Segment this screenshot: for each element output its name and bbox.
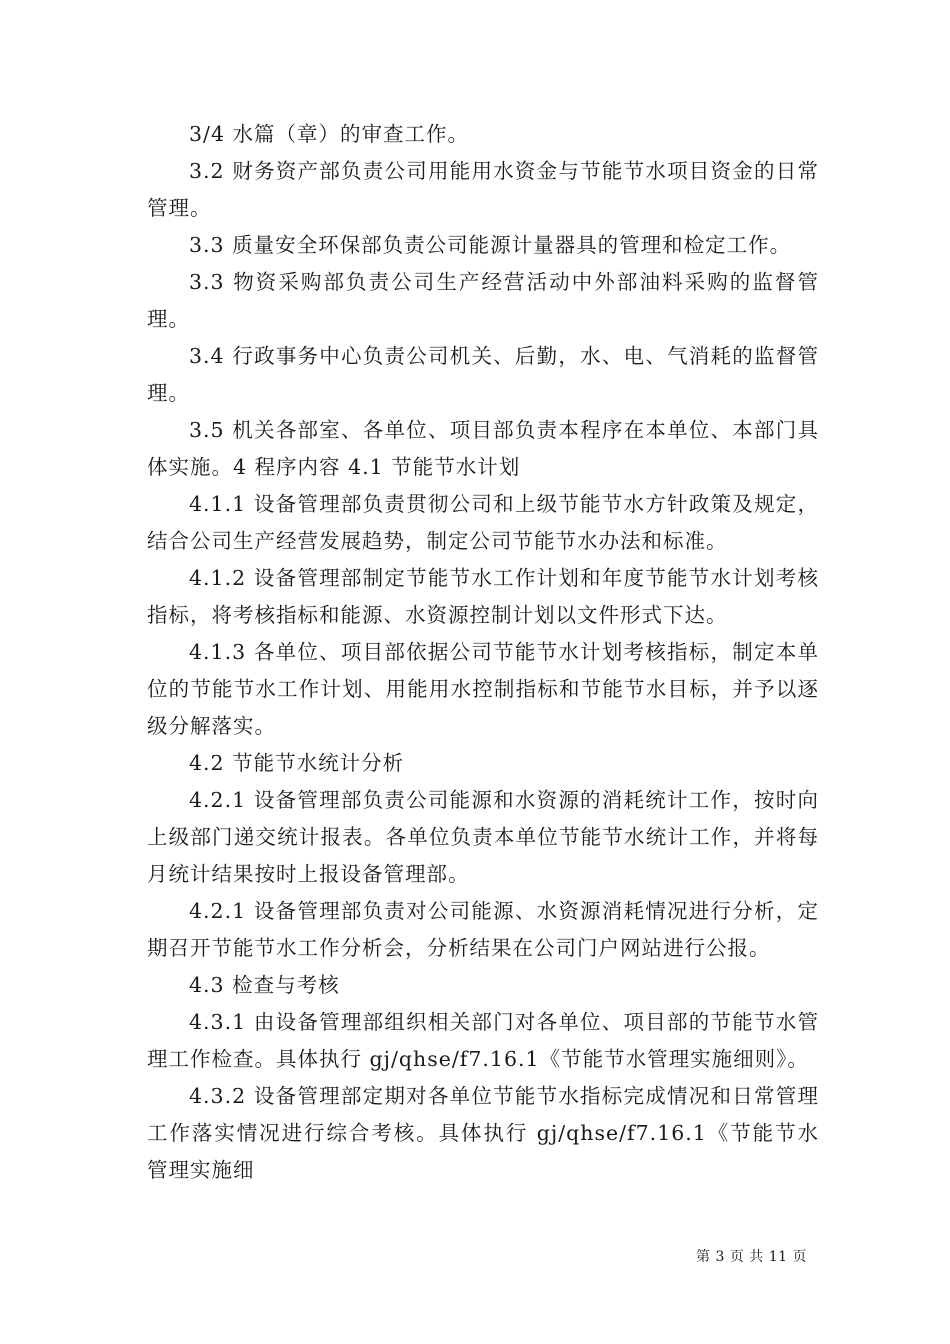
paragraph-3-2: 3.2 财务资产部负责公司用能用水资金与节能节水项目资金的日常管理。 xyxy=(147,159,819,220)
paragraph-3-3-procurement: 3.3 物资采购部负责公司生产经营活动中外部油料采购的监督管理。 xyxy=(147,270,819,331)
heading-4-2: 4.2 节能节水统计分析 xyxy=(189,751,405,775)
document-body xyxy=(147,116,819,1189)
page-number-footer: 第 3 页 共 11 页 xyxy=(696,1249,807,1265)
paragraph-4-1-3: 4.1.3 各单位、项目部依据公司节能节水计划考核指标，制定本单位的节能节水工作计划、用能用水控制指标和节能节水目标，并予以逐级分解落实。 xyxy=(147,640,819,738)
paragraph-4-1-2: 4.1.2 设备管理部制定节能节水工作计划和年度节能节水计划考核指标，将考核指标和能源、水资源控制计划以文件形式下达。 xyxy=(147,566,819,627)
paragraph-3-5: 3.5 机关各部室、各单位、项目部负责本程序在本单位、本部门具体实施。4 程序内容 4.1 节能节水计划 xyxy=(147,418,819,479)
paragraph-3-4: 3.4 行政事务中心负责公司机关、后勤，水、电、气消耗的监督管理。 xyxy=(147,344,819,405)
paragraph-4-3-2: 4.3.2 设备管理部定期对各单位节能节水指标完成情况和日常管理工作落实情况进行综合考核。具体执行 gj/qhse/f7.16.1《节能节水管理实施细 xyxy=(147,1084,819,1182)
paragraph-4-3-1: 4.3.1 由设备管理部组织相关部门对各单位、项目部的节能节水管理工作检查。具体执行 gj/qhse/f7.16.1《节能节水管理实施细则》。 xyxy=(147,1010,819,1071)
paragraph-continuation: 3/4 水篇（章）的审查工作。 xyxy=(189,122,470,146)
heading-4-3: 4.3 检查与考核 xyxy=(189,973,340,997)
paragraph-4-2-1-statistics: 4.2.1 设备管理部负责公司能源和水资源的消耗统计工作，按时向上级部门递交统计报表。各单位负责本单位节能节水统计工作，并将每月统计结果按时上报设备管理部。 xyxy=(147,788,819,886)
paragraph-4-1-1: 4.1.1 设备管理部负责贯彻公司和上级节能节水方针政策及规定，结合公司生产经营发展趋势，制定公司节能节水办法和标准。 xyxy=(147,492,819,553)
paragraph-3-3-quality: 3.3 质量安全环保部负责公司能源计量器具的管理和检定工作。 xyxy=(189,233,792,257)
paragraph-4-2-1-analysis: 4.2.1 设备管理部负责对公司能源、水资源消耗情况进行分析，定期召开节能节水工作分析会，分析结果在公司门户网站进行公报。 xyxy=(147,899,819,960)
